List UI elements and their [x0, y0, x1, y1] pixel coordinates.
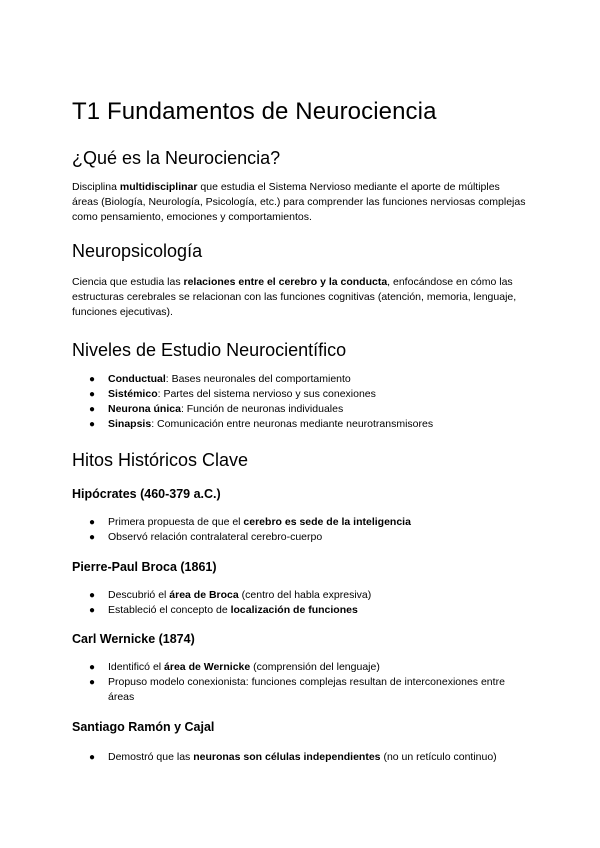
bold-text: área de Wernicke	[164, 661, 251, 673]
bullet-icon: ●	[89, 752, 96, 763]
heading-wernicke: Carl Wernicke (1874)	[72, 632, 195, 646]
text-run: que estudia el Sistema Nervioso mediante el aporte de múltiples áreas (Biología, Neurología, Psicología, etc.) para comprender las funciones nerviosas complejas como pensamiento, emociones y comportamientos.	[72, 181, 526, 223]
bullet-icon: ●	[89, 662, 96, 673]
text-run: Primera propuesta de que el	[108, 516, 244, 528]
bold-text: área de Broca	[169, 589, 239, 601]
heading-hipocrates: Hipócrates (460-379 a.C.)	[72, 487, 221, 501]
list-item	[72, 417, 528, 432]
text-run: : Función de neuronas individuales	[180, 403, 344, 415]
list-cajal	[72, 750, 528, 765]
bullet-icon: ●	[89, 605, 96, 616]
text-run: : Comunicación entre neuronas mediante neurotransmisores	[151, 418, 434, 430]
list-hipocrates	[72, 515, 528, 545]
list-item	[72, 660, 528, 675]
bullet-icon: ●	[89, 389, 96, 400]
heading-cajal: Santiago Ramón y Cajal	[72, 720, 215, 734]
bold-text: Sistémico	[108, 388, 158, 400]
bullet-icon: ●	[89, 404, 96, 415]
list-item	[72, 387, 528, 402]
bold-text: neuronas son células independientes	[193, 751, 381, 763]
text-run: Ciencia que estudia las	[72, 276, 184, 288]
bold-text: Sinapsis	[108, 418, 152, 430]
bold-text: multidisciplinar	[119, 181, 198, 193]
text-run: Descubrió el	[108, 589, 170, 601]
heading-niveles: Niveles de Estudio Neurocientífico	[72, 340, 347, 360]
list-item	[72, 402, 528, 417]
bold-text: localización de funciones	[230, 604, 358, 616]
list-wernicke	[72, 660, 528, 705]
list-item	[72, 530, 528, 545]
list-item	[72, 750, 528, 765]
bullet-icon: ●	[89, 590, 96, 601]
text-run: : Partes del sistema nervioso y sus conexiones	[157, 388, 376, 400]
heading-broca: Pierre-Paul Broca (1861)	[72, 560, 217, 574]
list-item	[72, 372, 528, 387]
text-run: Observó relación contralateral cerebro-cuerpo	[108, 531, 323, 543]
text-run: Propuso modelo conexionista: funciones complejas resultan de interconexiones entre áreas	[108, 676, 505, 703]
heading-neuropsicologia: Neuropsicología	[72, 241, 203, 261]
paragraph-que-es	[72, 180, 528, 225]
page-title: T1 Fundamentos de Neurociencia	[72, 98, 437, 125]
bold-text: relaciones entre el cerebro y la conducta	[183, 276, 388, 288]
text-run: : Bases neuronales del comportamiento	[165, 373, 351, 385]
list-niveles	[72, 372, 528, 432]
bullet-icon: ●	[89, 419, 96, 430]
heading-que-es: ¿Qué es la Neurociencia?	[72, 148, 281, 168]
text-run: , enfocándose en cómo las estructuras cerebrales se relacionan con las funciones cognitivas (atención, memoria, lenguaje, funciones ejecutivas).	[72, 276, 517, 318]
list-item	[72, 515, 528, 530]
bold-text: cerebro es sede de la inteligencia	[243, 516, 411, 528]
list-broca	[72, 588, 528, 618]
bold-text: Conductual	[108, 373, 166, 385]
text-run: (comprensión del lenguaje)	[250, 661, 380, 673]
text-run: (no un retículo continuo)	[380, 751, 497, 763]
bold-text: Neurona única	[108, 403, 181, 415]
text-run: Disciplina	[72, 181, 120, 193]
bullet-icon: ●	[89, 532, 96, 543]
list-item	[72, 588, 528, 603]
bullet-icon: ●	[89, 517, 96, 528]
bullet-icon: ●	[89, 374, 96, 385]
list-item	[72, 603, 528, 618]
text-run: Estableció el concepto de	[108, 604, 231, 616]
paragraph-neuropsicologia	[72, 275, 528, 320]
list-item	[72, 675, 528, 705]
text-run: Identificó el	[108, 661, 165, 673]
heading-hitos: Hitos Históricos Clave	[72, 450, 249, 470]
text-run: (centro del habla expresiva)	[238, 589, 372, 601]
text-run: Demostró que las	[108, 751, 194, 763]
bullet-icon: ●	[89, 677, 96, 688]
